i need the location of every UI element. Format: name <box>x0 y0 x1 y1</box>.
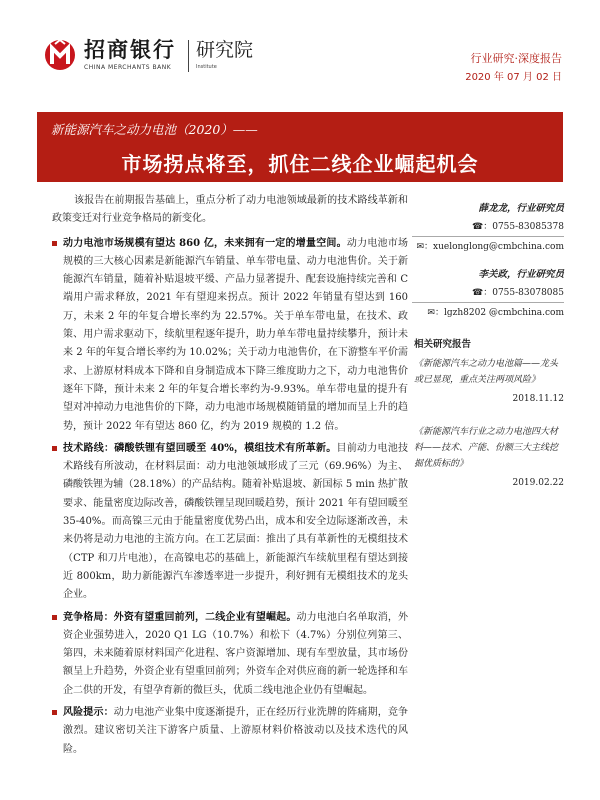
bullet-heading: 动力电池市场规模有望达 860 亿，未来拥有一定的增量空间。 <box>63 237 347 249</box>
report-date: 2020 年 07 月 02 日 <box>465 72 562 83</box>
related-report-date: 2018.11.12 <box>512 394 564 404</box>
bullet-square-icon <box>52 446 57 451</box>
analyst-phone: ☎：0755-83085378 <box>472 222 564 232</box>
bullet-item <box>52 609 408 700</box>
analyst-card <box>412 266 564 322</box>
institute-name: 研究院 <box>196 39 254 61</box>
bullet-item <box>52 704 408 759</box>
bullet-square-icon <box>52 710 57 715</box>
bullet-heading: 风险提示： <box>63 707 114 719</box>
bullet-item <box>52 440 408 605</box>
report-type: 行业研究·深度报告 <box>470 52 562 65</box>
cmb-logo-icon <box>44 38 76 72</box>
title-banner <box>37 112 563 182</box>
bullet-text: 目前动力电池技术路线有所波动，在材料层面：动力电池领域形成了三元（69.96%）为主、磷酸铁锂为辅（28.18%）的产品结构。随着补贴退坡、新国标 5 min 热扩散要求、能量密度边际改善，磷酸铁锂呈现回暖趋势，预计 2021 年有望回暖至 35-40%。而高镍三元由于能量密度优势凸出，成本和安全边际逐渐改善，未来仍将是动力电池的主流方向。在工艺层面：推出了具有革新性的无模组技术（CTP 和刀片电池），在高镍电芯的基础上，新能源汽车续航里程有望达到接近 800km，助力新能源汽车渗透率进一步提升，利好拥有无模组技术的龙头企业。 <box>63 442 409 601</box>
bullet-item <box>52 235 408 436</box>
sidebar <box>412 200 564 508</box>
analyst-name: 薛龙龙，行业研究员 <box>478 203 564 214</box>
series-title: 新能源汽车之动力电池（2020）—— <box>51 122 258 137</box>
related-report-date: 2019.02.22 <box>512 478 564 488</box>
brand-block <box>84 38 176 71</box>
bullet-heading: 技术路线：磷酸铁锂有望回暖至 40%，模组技术有所革新。 <box>63 442 337 454</box>
bullet-square-icon <box>52 615 57 620</box>
related-report-title[interactable]: 《新能源汽车之动力电池篇——龙头或已显现，重点关注两项风险》 <box>414 359 559 385</box>
report-header <box>0 0 600 112</box>
institute-block <box>196 38 253 70</box>
summary-body <box>52 192 408 763</box>
report-title: 市场拐点将至，抓住二线企业崛起机会 <box>121 152 479 176</box>
analyst-card <box>412 200 564 256</box>
related-report-title[interactable]: 《新能源汽车行业之动力电池四大材料——技术、产能、份额三大主线挖掘优质标的》 <box>414 427 559 469</box>
bullet-text: 动力电池白名单取消，外资企业强势进入，2020 Q1 LG（10.7%）和松下（4.7%）分别位列第三、第四，未来随着原材料国产化进程、客户资源增加、现有车型放量，其市场份额呈上升趋势，外资企业有望重回前列；外资车企对供应商的新一轮选择和车企二供的开发，有望孕育新的微巨头，优质二线电池企业仍有望崛起。 <box>63 611 408 696</box>
phone-icon: ☎ <box>472 288 484 298</box>
institute-name-en: Institute <box>196 64 217 70</box>
email-icon: ✉ <box>416 242 424 252</box>
bullet-heading: 竞争格局：外资有望重回前列，二线企业有望崛起。 <box>63 611 297 623</box>
analyst-name: 李关政，行业研究员 <box>478 269 564 280</box>
analyst-phone: ☎：0755-83078085 <box>472 288 564 298</box>
divider <box>412 236 564 237</box>
phone-icon: ☎ <box>472 222 484 232</box>
bullet-text: 动力电池产业集中度逐渐提升，正在经历行业洗牌的阵痛期，竞争激烈。建议密切关注下游客户质量、上游原材料价格波动以及技术迭代的风险。 <box>63 707 409 755</box>
analyst-email[interactable]: ✉：xuelonglong@cmbchina.com <box>416 242 564 252</box>
analyst-email[interactable]: ✉：lgzh8202 @cmbchina.com <box>427 308 564 318</box>
brand-name-en: CHINA MERCHANTS BANK <box>84 64 172 71</box>
related-reports-heading: 相关研究报告 <box>414 339 472 350</box>
divider <box>412 302 564 303</box>
intro-paragraph: 该报告在前期报告基础上，重点分析了动力电池领域最新的技术路线革新和政策变迁对行业竞争格局的新变化。 <box>52 195 408 225</box>
bullet-square-icon <box>52 241 57 246</box>
header-divider <box>188 40 189 72</box>
email-icon: ✉ <box>427 308 435 318</box>
brand-name: 招商银行 <box>84 38 176 62</box>
bullet-text: 动力电池市场规模的三大核心因素是新能源汽车销量、单车带电量、动力电池售价。关于新能源汽车销量，随着补贴退坡平缓、产品力显著提升、配套设施持续完善和 C 端用户需求释放，2021 年有望迎来拐点。预计 2022 年销量有望达到 160 万，未来 2 年的年复合增长率约为 22.57%。关于单车带电量，在技术、政策、用户需求驱动下，续航里程逐年提升，助力单车带电量持续攀升，预计未来 2 年的年复合增长率约为 10.02%；关于动力电池售价，在下游整车平价需求、上游原材料成本下降和自身制造成本下降三维度助力之下，动力电池售价逐年下降，预计未来 2 年的年复合增长率约为-9.93%。单车带电量的提升有望对冲掉动力电池售价的下降，动力电池市场规模随销量的增加而呈上升的趋势，预计 2022 年有望达 860 亿，约为 2019 规模的 1.2 倍。 <box>63 237 408 432</box>
